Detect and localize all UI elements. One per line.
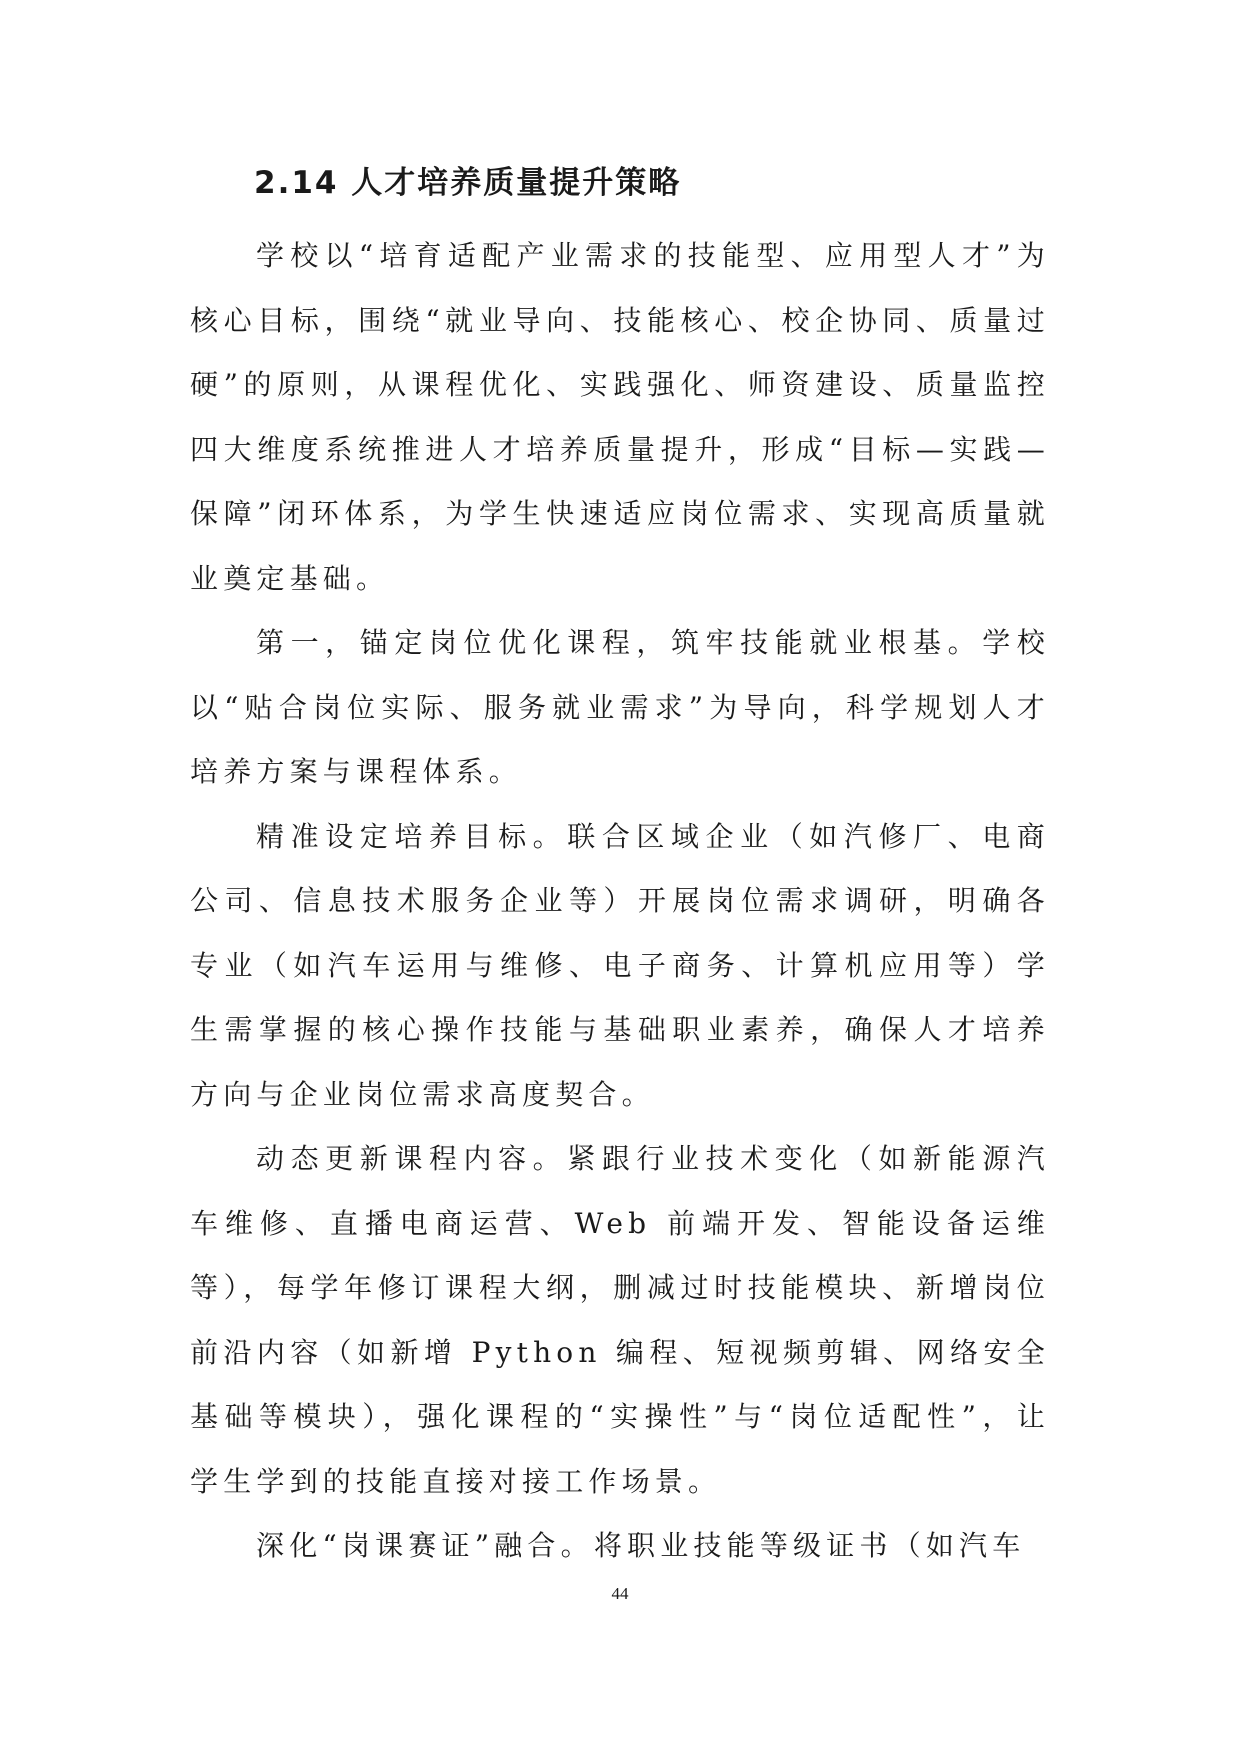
paragraph-integration: 深化“岗课赛证”融合。将职业技能等级证书（如汽车 bbox=[256, 1529, 1026, 1562]
paragraph-first-point: 第一，锚定岗位优化课程，筑牢技能就业根基。学校以“贴合岗位实际、服务就业需求”为导向，科学规划人才培养方案与课程体系。 bbox=[190, 626, 1050, 788]
page-number: 44 bbox=[611, 1584, 629, 1603]
page-content bbox=[190, 162, 1050, 1579]
paragraph-intro: 学校以“培育适配产业需求的技能型、应用型人才”为核心目标，围绕“就业导向、技能核心、校企协同、质量过硬”的原则，从课程优化、实践强化、师资建设、质量监控四大维度系统推进人才培养质量提升，形成“目标—实践—保障”闭环体系，为学生快速适应岗位需求、实现高质量就业奠定基础。 bbox=[190, 239, 1050, 595]
paragraph-course-update: 动态更新课程内容。紧跟行业技术变化（如新能源汽车维修、直播电商运营、Web 前端开发、智能设备运维等），每学年修订课程大纲，删减过时技能模块、新增岗位前沿内容（如新增 Python 编程、短视频剪辑、网络安全基础等模块），强化课程的“实操性”与“岗位适配性”，让学生学到的技能直接对接工作场景。 bbox=[190, 1142, 1050, 1498]
section-title: 2.14 人才培养质量提升策略 bbox=[254, 165, 682, 201]
paragraph-training-goals: 精准设定培养目标。联合区域企业（如汽修厂、电商公司、信息技术服务企业等）开展岗位需求调研，明确各专业（如汽车运用与维修、电子商务、计算机应用等）学生需掌握的核心操作技能与基础职业素养，确保人才培养方向与企业岗位需求高度契合。 bbox=[190, 819, 1050, 1111]
